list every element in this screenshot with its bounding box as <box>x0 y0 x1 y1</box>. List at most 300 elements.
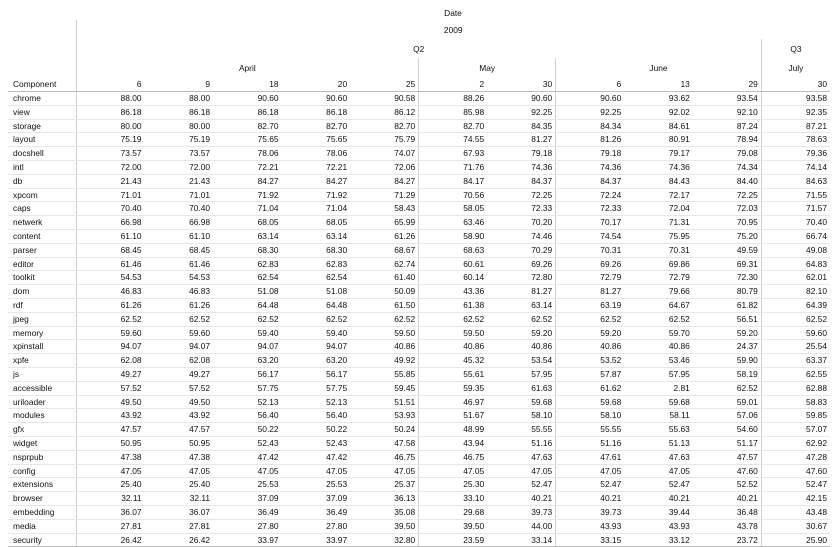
coverage-cell: 51.67 <box>419 409 488 423</box>
coverage-cell: 62.52 <box>213 312 282 326</box>
coverage-cell: 94.07 <box>213 340 282 354</box>
coverage-cell: 61.62 <box>556 381 625 395</box>
coverage-cell: 59.68 <box>556 395 625 409</box>
coverage-cell: 26.42 <box>76 533 145 547</box>
coverage-cell: 69.31 <box>693 257 762 271</box>
coverage-cell: 43.92 <box>76 409 145 423</box>
coverage-cell: 57.07 <box>761 423 830 437</box>
coverage-cell: 64.48 <box>213 298 282 312</box>
component-name: xpinstall <box>8 340 76 354</box>
coverage-cell: 63.37 <box>761 354 830 368</box>
coverage-cell: 71.76 <box>419 160 488 174</box>
coverage-cell: 70.29 <box>487 243 556 257</box>
component-name: uriloader <box>8 395 76 409</box>
coverage-cell: 62.55 <box>761 367 830 381</box>
table-row <box>8 492 830 506</box>
coverage-cell: 49.50 <box>76 395 145 409</box>
coverage-cell: 39.50 <box>419 519 488 533</box>
component-name: xpfe <box>8 354 76 368</box>
coverage-cell: 60.61 <box>419 257 488 271</box>
component-name: dom <box>8 285 76 299</box>
month-header-july: July <box>761 58 830 77</box>
coverage-cell: 72.25 <box>693 188 762 202</box>
coverage-cell: 74.46 <box>487 229 556 243</box>
coverage-cell: 58.83 <box>761 395 830 409</box>
coverage-cell: 50.22 <box>213 423 282 437</box>
table-row <box>8 147 830 161</box>
coverage-cell: 58.10 <box>556 409 625 423</box>
coverage-cell: 61.26 <box>76 298 145 312</box>
coverage-cell: 59.68 <box>487 395 556 409</box>
coverage-cell: 59.85 <box>761 409 830 423</box>
coverage-cell: 56.40 <box>213 409 282 423</box>
coverage-cell: 87.24 <box>693 119 762 133</box>
coverage-cell: 84.43 <box>624 174 693 188</box>
coverage-cell: 66.98 <box>145 216 214 230</box>
table-row <box>8 271 830 285</box>
coverage-cell: 51.13 <box>624 436 693 450</box>
coverage-cell: 92.25 <box>556 105 625 119</box>
coverage-cell: 47.05 <box>76 464 145 478</box>
coverage-cell: 68.45 <box>145 243 214 257</box>
coverage-cell: 63.46 <box>419 216 488 230</box>
component-name: intl <box>8 160 76 174</box>
coverage-cell: 70.31 <box>624 243 693 257</box>
coverage-cell: 57.75 <box>282 381 351 395</box>
quarter-header-q2: Q2 <box>76 39 761 58</box>
coverage-cell: 57.95 <box>487 367 556 381</box>
coverage-cell: 49.08 <box>761 243 830 257</box>
coverage-cell: 47.42 <box>282 450 351 464</box>
table-row <box>8 243 830 257</box>
date-header: Date <box>444 8 462 18</box>
quarter-header-q3: Q3 <box>761 39 830 58</box>
coverage-cell: 32.11 <box>76 492 145 506</box>
coverage-cell: 74.54 <box>556 229 625 243</box>
coverage-cell: 82.70 <box>350 119 419 133</box>
coverage-cell: 70.40 <box>76 202 145 216</box>
coverage-cell: 40.21 <box>693 492 762 506</box>
coverage-cell: 79.17 <box>624 147 693 161</box>
coverage-cell: 87.21 <box>761 119 830 133</box>
coverage-cell: 40.86 <box>556 340 625 354</box>
coverage-cell: 75.19 <box>76 133 145 147</box>
coverage-cell: 61.10 <box>145 229 214 243</box>
component-name: embedding <box>8 505 76 519</box>
month-header-june: June <box>556 58 762 77</box>
component-name: rdf <box>8 298 76 312</box>
coverage-cell: 25.53 <box>213 478 282 492</box>
coverage-cell: 70.17 <box>556 216 625 230</box>
coverage-cell: 47.38 <box>76 450 145 464</box>
coverage-cell: 43.93 <box>624 519 693 533</box>
coverage-cell: 71.04 <box>282 202 351 216</box>
coverage-cell: 59.20 <box>693 326 762 340</box>
component-name: modules <box>8 409 76 423</box>
table-row <box>8 533 830 547</box>
coverage-cell: 25.90 <box>761 533 830 547</box>
coverage-cell: 50.95 <box>76 436 145 450</box>
coverage-cell: 59.60 <box>145 326 214 340</box>
coverage-cell: 78.94 <box>693 133 762 147</box>
coverage-cell: 72.17 <box>624 188 693 202</box>
coverage-cell: 88.00 <box>145 92 214 106</box>
coverage-cell: 40.21 <box>624 492 693 506</box>
coverage-cell: 65.99 <box>350 216 419 230</box>
coverage-cell: 40.86 <box>487 340 556 354</box>
coverage-cell: 26.42 <box>145 533 214 547</box>
coverage-cell: 47.05 <box>145 464 214 478</box>
coverage-cell: 51.16 <box>487 436 556 450</box>
coverage-cell: 64.48 <box>282 298 351 312</box>
coverage-table <box>8 6 830 547</box>
table-row <box>8 298 830 312</box>
coverage-cell: 71.01 <box>76 188 145 202</box>
coverage-cell: 47.42 <box>213 450 282 464</box>
coverage-cell: 92.25 <box>487 105 556 119</box>
coverage-cell: 47.57 <box>145 423 214 437</box>
component-name: view <box>8 105 76 119</box>
table-body <box>8 92 830 547</box>
coverage-cell: 53.93 <box>350 409 419 423</box>
coverage-cell: 61.50 <box>350 298 419 312</box>
coverage-cell: 40.86 <box>624 340 693 354</box>
coverage-cell: 64.67 <box>624 298 693 312</box>
coverage-cell: 51.08 <box>213 285 282 299</box>
coverage-cell: 62.01 <box>761 271 830 285</box>
day-header: 20 <box>282 77 351 92</box>
coverage-cell: 56.17 <box>282 367 351 381</box>
coverage-cell: 93.58 <box>761 92 830 106</box>
coverage-cell: 88.26 <box>419 92 488 106</box>
coverage-cell: 62.52 <box>693 381 762 395</box>
coverage-cell: 36.07 <box>76 505 145 519</box>
coverage-cell: 52.47 <box>556 478 625 492</box>
component-name: chrome <box>8 92 76 106</box>
coverage-cell: 59.01 <box>693 395 762 409</box>
coverage-cell: 86.18 <box>282 105 351 119</box>
coverage-cell: 59.35 <box>419 381 488 395</box>
component-name: browser <box>8 492 76 506</box>
coverage-cell: 37.09 <box>213 492 282 506</box>
coverage-cell: 90.58 <box>350 92 419 106</box>
coverage-cell: 47.05 <box>419 464 488 478</box>
coverage-cell: 68.67 <box>350 243 419 257</box>
coverage-cell: 71.55 <box>761 188 830 202</box>
coverage-cell: 56.40 <box>282 409 351 423</box>
component-name: storage <box>8 119 76 133</box>
coverage-cell: 40.86 <box>419 340 488 354</box>
coverage-cell: 42.15 <box>761 492 830 506</box>
coverage-cell: 84.35 <box>487 119 556 133</box>
coverage-cell: 70.56 <box>419 188 488 202</box>
table-row <box>8 450 830 464</box>
coverage-cell: 82.70 <box>213 119 282 133</box>
coverage-cell: 68.45 <box>76 243 145 257</box>
coverage-cell: 86.18 <box>145 105 214 119</box>
coverage-cell: 74.36 <box>624 160 693 174</box>
coverage-cell: 52.13 <box>213 395 282 409</box>
coverage-cell: 62.52 <box>761 312 830 326</box>
day-header: 9 <box>145 77 214 92</box>
component-name: extensions <box>8 478 76 492</box>
day-header: 30 <box>487 77 556 92</box>
coverage-cell: 49.59 <box>693 243 762 257</box>
coverage-cell: 62.52 <box>624 312 693 326</box>
coverage-cell: 69.26 <box>556 257 625 271</box>
coverage-cell: 40.86 <box>350 340 419 354</box>
coverage-cell: 61.46 <box>76 257 145 271</box>
table-row <box>8 160 830 174</box>
coverage-cell: 62.88 <box>761 381 830 395</box>
component-name: content <box>8 229 76 243</box>
coverage-cell: 75.79 <box>350 133 419 147</box>
table-row <box>8 326 830 340</box>
coverage-cell: 30.67 <box>761 519 830 533</box>
coverage-cell: 35.08 <box>350 505 419 519</box>
coverage-cell: 52.47 <box>761 478 830 492</box>
coverage-cell: 52.47 <box>624 478 693 492</box>
coverage-cell: 43.78 <box>693 519 762 533</box>
table-row <box>8 216 830 230</box>
coverage-cell: 50.22 <box>282 423 351 437</box>
coverage-cell: 62.52 <box>145 312 214 326</box>
coverage-cell: 74.14 <box>761 160 830 174</box>
table-row <box>8 478 830 492</box>
coverage-cell: 58.90 <box>419 229 488 243</box>
coverage-cell: 72.21 <box>213 160 282 174</box>
coverage-cell: 78.06 <box>213 147 282 161</box>
coverage-cell: 72.33 <box>487 202 556 216</box>
coverage-cell: 59.68 <box>624 395 693 409</box>
coverage-cell: 36.07 <box>145 505 214 519</box>
coverage-cell: 47.57 <box>693 450 762 464</box>
coverage-cell: 50.09 <box>350 285 419 299</box>
table-row <box>8 423 830 437</box>
coverage-cell: 68.30 <box>213 243 282 257</box>
coverage-cell: 61.82 <box>693 298 762 312</box>
coverage-cell: 36.49 <box>282 505 351 519</box>
coverage-cell: 47.58 <box>350 436 419 450</box>
coverage-cell: 60.14 <box>419 271 488 285</box>
coverage-cell: 90.60 <box>213 92 282 106</box>
coverage-cell: 51.17 <box>693 436 762 450</box>
coverage-cell: 61.26 <box>350 229 419 243</box>
coverage-cell: 52.52 <box>693 478 762 492</box>
coverage-cell: 93.54 <box>693 92 762 106</box>
coverage-cell: 78.06 <box>282 147 351 161</box>
coverage-cell: 43.93 <box>556 519 625 533</box>
coverage-cell: 82.70 <box>282 119 351 133</box>
coverage-cell: 82.70 <box>419 119 488 133</box>
table-row <box>8 409 830 423</box>
coverage-cell: 58.11 <box>624 409 693 423</box>
coverage-cell: 71.31 <box>624 216 693 230</box>
coverage-cell: 21.43 <box>76 174 145 188</box>
coverage-cell: 48.99 <box>419 423 488 437</box>
component-name: editor <box>8 257 76 271</box>
coverage-cell: 57.87 <box>556 367 625 381</box>
coverage-cell: 63.20 <box>282 354 351 368</box>
coverage-cell: 59.70 <box>624 326 693 340</box>
coverage-cell: 61.63 <box>487 381 556 395</box>
coverage-cell: 43.48 <box>761 505 830 519</box>
coverage-cell: 75.19 <box>145 133 214 147</box>
coverage-cell: 39.73 <box>487 505 556 519</box>
day-header: 29 <box>693 77 762 92</box>
coverage-cell: 47.63 <box>624 450 693 464</box>
coverage-cell: 55.55 <box>556 423 625 437</box>
coverage-cell: 59.60 <box>76 326 145 340</box>
coverage-cell: 46.97 <box>419 395 488 409</box>
coverage-cell: 36.49 <box>213 505 282 519</box>
coverage-cell: 81.26 <box>556 133 625 147</box>
coverage-cell: 70.40 <box>145 202 214 216</box>
coverage-cell: 25.37 <box>350 478 419 492</box>
coverage-cell: 36.13 <box>350 492 419 506</box>
coverage-cell: 66.98 <box>76 216 145 230</box>
coverage-cell: 39.44 <box>624 505 693 519</box>
coverage-cell: 49.27 <box>145 367 214 381</box>
coverage-cell: 54.60 <box>693 423 762 437</box>
coverage-cell: 57.06 <box>693 409 762 423</box>
component-name: nsprpub <box>8 450 76 464</box>
coverage-cell: 45.32 <box>419 354 488 368</box>
coverage-cell: 84.40 <box>693 174 762 188</box>
coverage-cell: 25.54 <box>761 340 830 354</box>
coverage-cell: 39.50 <box>350 519 419 533</box>
coverage-cell: 80.79 <box>693 285 762 299</box>
coverage-cell: 80.00 <box>145 119 214 133</box>
coverage-cell: 71.04 <box>213 202 282 216</box>
coverage-cell: 58.10 <box>487 409 556 423</box>
component-column-header: Component <box>8 77 76 92</box>
coverage-cell: 74.36 <box>487 160 556 174</box>
month-header-may: May <box>419 58 556 77</box>
coverage-cell: 75.65 <box>282 133 351 147</box>
coverage-cell: 84.63 <box>761 174 830 188</box>
year-header: 2009 <box>76 20 830 39</box>
coverage-cell: 59.20 <box>556 326 625 340</box>
component-name: layout <box>8 133 76 147</box>
coverage-cell: 33.14 <box>487 533 556 547</box>
coverage-cell: 74.07 <box>350 147 419 161</box>
table-row <box>8 381 830 395</box>
coverage-cell: 50.24 <box>350 423 419 437</box>
table-row <box>8 367 830 381</box>
coverage-cell: 47.05 <box>213 464 282 478</box>
coverage-cell: 86.12 <box>350 105 419 119</box>
coverage-cell: 59.45 <box>350 381 419 395</box>
coverage-cell: 59.20 <box>487 326 556 340</box>
month-header-april: April <box>76 58 419 77</box>
coverage-cell: 92.35 <box>761 105 830 119</box>
coverage-cell: 47.60 <box>693 464 762 478</box>
coverage-cell: 72.04 <box>624 202 693 216</box>
coverage-cell: 55.63 <box>624 423 693 437</box>
coverage-cell: 33.97 <box>282 533 351 547</box>
coverage-cell: 64.39 <box>761 298 830 312</box>
component-name: js <box>8 367 76 381</box>
coverage-cell: 85.98 <box>419 105 488 119</box>
coverage-cell: 33.15 <box>556 533 625 547</box>
coverage-cell: 27.80 <box>282 519 351 533</box>
coverage-cell: 84.17 <box>419 174 488 188</box>
coverage-cell: 62.08 <box>76 354 145 368</box>
table-row <box>8 174 830 188</box>
coverage-cell: 63.14 <box>487 298 556 312</box>
coverage-cell: 47.60 <box>761 464 830 478</box>
coverage-cell: 40.21 <box>556 492 625 506</box>
coverage-cell: 72.03 <box>693 202 762 216</box>
component-name: db <box>8 174 76 188</box>
table-row <box>8 285 830 299</box>
coverage-cell: 79.08 <box>693 147 762 161</box>
coverage-cell: 81.27 <box>487 133 556 147</box>
coverage-cell: 49.92 <box>350 354 419 368</box>
coverage-cell: 74.34 <box>693 160 762 174</box>
component-name: gfx <box>8 423 76 437</box>
coverage-cell: 88.00 <box>76 92 145 106</box>
coverage-cell: 32.80 <box>350 533 419 547</box>
coverage-cell: 27.80 <box>213 519 282 533</box>
coverage-cell: 52.43 <box>213 436 282 450</box>
coverage-cell: 62.92 <box>761 436 830 450</box>
coverage-cell: 55.61 <box>419 367 488 381</box>
coverage-cell: 75.20 <box>693 229 762 243</box>
component-name: accessible <box>8 381 76 395</box>
coverage-cell: 71.92 <box>282 188 351 202</box>
coverage-cell: 43.36 <box>419 285 488 299</box>
coverage-cell: 54.53 <box>76 271 145 285</box>
table-row <box>8 354 830 368</box>
component-name: parser <box>8 243 76 257</box>
coverage-cell: 69.26 <box>487 257 556 271</box>
component-name: widget <box>8 436 76 450</box>
coverage-cell: 79.36 <box>761 147 830 161</box>
coverage-cell: 63.14 <box>282 229 351 243</box>
coverage-cell: 46.75 <box>419 450 488 464</box>
coverage-cell: 84.27 <box>282 174 351 188</box>
coverage-cell: 62.52 <box>556 312 625 326</box>
table-row <box>8 519 830 533</box>
coverage-cell: 61.38 <box>419 298 488 312</box>
coverage-cell: 37.09 <box>282 492 351 506</box>
coverage-cell: 61.40 <box>350 271 419 285</box>
coverage-cell: 78.63 <box>761 133 830 147</box>
coverage-cell: 43.94 <box>419 436 488 450</box>
coverage-cell: 70.20 <box>487 216 556 230</box>
coverage-cell: 47.38 <box>145 450 214 464</box>
coverage-cell: 47.63 <box>487 450 556 464</box>
coverage-cell: 62.74 <box>350 257 419 271</box>
coverage-cell: 52.43 <box>282 436 351 450</box>
coverage-cell: 61.46 <box>145 257 214 271</box>
coverage-cell: 84.61 <box>624 119 693 133</box>
day-header: 25 <box>350 77 419 92</box>
component-name: media <box>8 519 76 533</box>
coverage-cell: 84.37 <box>556 174 625 188</box>
coverage-cell: 24.37 <box>693 340 762 354</box>
coverage-cell: 84.27 <box>350 174 419 188</box>
coverage-cell: 32.11 <box>145 492 214 506</box>
coverage-cell: 64.83 <box>761 257 830 271</box>
coverage-cell: 57.52 <box>145 381 214 395</box>
day-header: 2 <box>419 77 488 92</box>
component-name: memory <box>8 326 76 340</box>
coverage-cell: 94.07 <box>282 340 351 354</box>
coverage-cell: 81.27 <box>556 285 625 299</box>
